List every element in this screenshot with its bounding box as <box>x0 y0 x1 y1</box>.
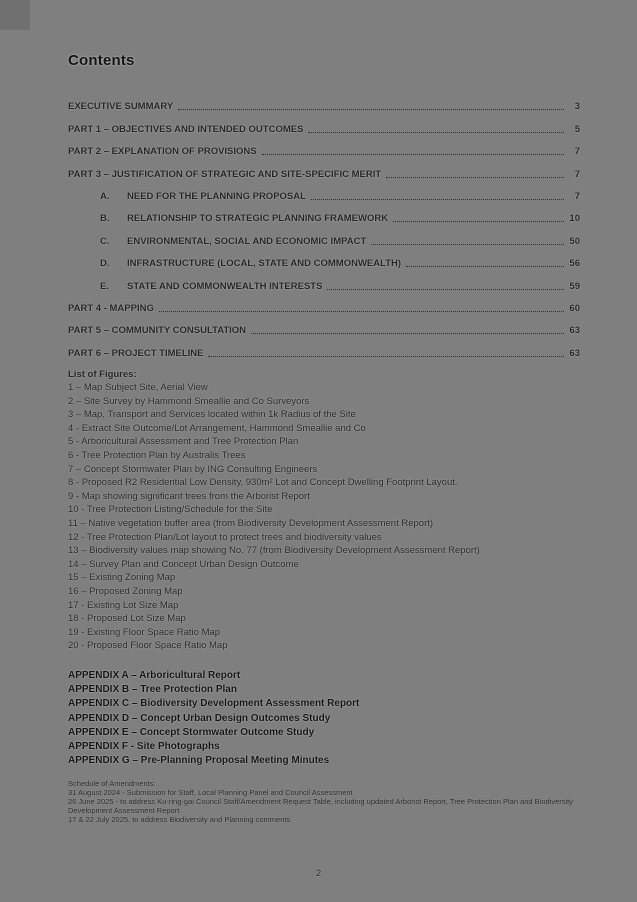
toc-entry-label: INFRASTRUCTURE (LOCAL, STATE AND COMMONWEALTH) <box>127 258 402 270</box>
appendix-item: APPENDIX E – Concept Stormwater Outcome Study <box>68 726 315 738</box>
dot-leader <box>371 244 564 245</box>
toc-entry-page: 60 <box>569 302 580 314</box>
toc-entry-page: 63 <box>569 325 580 337</box>
toc-entry <box>68 90 580 112</box>
toc-entry-page: 59 <box>569 280 580 292</box>
dot-leader <box>308 132 564 133</box>
figure-item: 4 - Extract Site Outcome/Lot Arrangement, Hammond Smeallie and Co <box>68 422 366 434</box>
appendix-item: APPENDIX G – Pre-Planning Proposal Meeting Minutes <box>68 755 330 767</box>
toc-entry-page: 10 <box>569 213 580 225</box>
toc-entry <box>68 292 580 314</box>
figure-item: 14 – Survey Plan and Concept Urban Design Outcome <box>68 558 299 570</box>
toc-entry-letter: B. <box>100 213 110 225</box>
appendix-list <box>68 669 588 768</box>
toc-entry <box>68 135 580 157</box>
toc-entry-label: NEED FOR THE PLANNING PROPOSAL <box>127 190 306 202</box>
figure-item: 12 - Tree Protection Plan/Lot layout to protect trees and biodiversity values <box>68 531 382 543</box>
appendix-item: APPENDIX A – Arboricultural Report <box>68 670 241 681</box>
amendments-section <box>68 779 580 824</box>
toc-entry-label: PART 5 – COMMUNITY CONSULTATION <box>68 325 247 337</box>
toc-entry <box>68 224 580 246</box>
figure-item: 2 – Site Survey by Hammond Smeallie and Co Surveyors <box>68 395 310 407</box>
figure-item: 10 - Tree Protection Listing/Schedule for the Site <box>68 504 273 516</box>
appendix-item: APPENDIX B – Tree Protection Plan <box>68 684 237 696</box>
figures-list <box>68 381 598 653</box>
amendment-item: 17 & 22 July 2025, to address Biodiversity and Planning comments <box>68 815 291 824</box>
figure-item: 17 - Existing Lot Size Map <box>68 599 179 611</box>
dot-leader <box>393 221 564 222</box>
figure-item: 6 - Tree Protection Plan by Australis Trees <box>68 449 246 461</box>
dot-leader <box>406 266 564 267</box>
dot-leader <box>208 356 564 357</box>
figure-item: 7 – Concept Stormwater Plan by ING Consulting Engineers <box>68 463 318 475</box>
toc-entry-page: 56 <box>569 258 580 270</box>
toc-entry-page: 7 <box>574 146 580 158</box>
toc-entry-page: 7 <box>574 168 580 180</box>
dot-leader <box>178 109 564 110</box>
toc-entry-page: 63 <box>569 347 580 359</box>
toc-entry-label: EXECUTIVE SUMMARY <box>68 101 174 113</box>
dot-leader <box>251 333 564 334</box>
figure-item: 13 – Biodiversity values map showing No. 77 (from Biodiversity Development Assessment Report) <box>68 545 480 557</box>
figure-item: 5 - Arboricultural Assessment and Tree Protection Plan <box>68 436 299 448</box>
amendment-item: 31 August 2024 - Submission for Staff, Local Planning Panel and Council Assessment <box>68 788 353 797</box>
toc-entry-label: RELATIONSHIP TO STRATEGIC PLANNING FRAMEWORK <box>127 213 389 225</box>
toc-entry-letter: A. <box>100 190 110 202</box>
figure-item: 16 – Proposed Zoning Map <box>68 585 183 597</box>
amendment-item: 26 June 2025 - to address Ku-ring-gai Council Staff/Amendment Request Table, including updated Arborist Report, Tree Protection Plan and Biodiversity Development Assessment Report <box>68 797 574 815</box>
toc-entry <box>68 180 580 202</box>
figures-heading: List of Figures: <box>68 369 137 380</box>
figure-item: 8 - Proposed R2 Residential Low Density, 930m² Lot and Concept Dwelling Footprint Layout. <box>68 477 458 489</box>
figure-item: 9 - Map showing significant trees from the Arborist Report <box>68 490 310 502</box>
amendments-heading: Schedule of Amendments: <box>68 779 156 788</box>
toc-entry-label: PART 3 – JUSTIFICATION OF STRATEGIC AND SITE-SPECIFIC MERIT <box>68 168 382 180</box>
amendments-list <box>68 788 580 824</box>
appendix-item: APPENDIX D – Concept Urban Design Outcomes Study <box>68 712 331 724</box>
toc-entry-label: PART 2 – EXPLANATION OF PROVISIONS <box>68 146 257 158</box>
figure-item: 19 - Existing Floor Space Ratio Map <box>68 626 221 638</box>
toc-entry <box>68 157 580 179</box>
dot-leader <box>159 311 564 312</box>
toc-entry <box>68 202 580 224</box>
toc-entry <box>68 269 580 291</box>
page-title: Contents <box>68 52 135 69</box>
toc-entry <box>68 247 580 269</box>
corner-artifact <box>0 0 30 30</box>
toc-entry-page: 7 <box>574 190 580 202</box>
dot-leader <box>262 154 564 155</box>
toc-entry-label: PART 4 - MAPPING <box>68 302 154 314</box>
figure-item: 20 - Proposed Floor Space Ratio Map <box>68 640 228 652</box>
appendix-item: APPENDIX C – Biodiversity Development Assessment Report <box>68 698 360 710</box>
toc-entry <box>68 314 580 336</box>
toc-entry-label: PART 1 – OBJECTIVES AND INTENDED OUTCOMES <box>68 123 304 135</box>
dot-leader <box>327 289 564 290</box>
footer-page-number: 2 <box>315 868 322 879</box>
toc-entry <box>68 112 580 134</box>
figures-section <box>68 369 598 653</box>
toc-entry-letter: D. <box>100 258 110 270</box>
toc-entry-label: ENVIRONMENTAL, SOCIAL AND ECONOMIC IMPACT <box>127 235 367 247</box>
toc-entry-label: STATE AND COMMONWEALTH INTERESTS <box>127 280 323 292</box>
toc-entry-page: 50 <box>569 235 580 247</box>
toc-entry-page: 5 <box>574 123 580 135</box>
dot-leader <box>386 177 564 178</box>
dot-leader <box>311 199 564 200</box>
figure-item: 15 – Existing Zoning Map <box>68 572 176 584</box>
toc-list <box>68 90 580 359</box>
toc-entry-page: 3 <box>574 101 580 113</box>
figure-item: 1 – Map Subject Site, Aerial View <box>68 382 208 393</box>
toc-entry <box>68 336 580 358</box>
figure-item: 11 – Native vegetation buffer area (from Biodiversity Development Assessment Report) <box>68 517 434 529</box>
toc-entry-letter: E. <box>100 280 109 292</box>
figure-item: 18 - Proposed Lot Size Map <box>68 613 186 625</box>
toc-entry-letter: C. <box>100 235 110 247</box>
figure-item: 3 – Map, Transport and Services located within 1k Radius of the Site <box>68 409 356 421</box>
toc-entry-label: PART 6 – PROJECT TIMELINE <box>68 347 204 359</box>
appendix-item: APPENDIX F - Site Photographs <box>68 741 220 753</box>
